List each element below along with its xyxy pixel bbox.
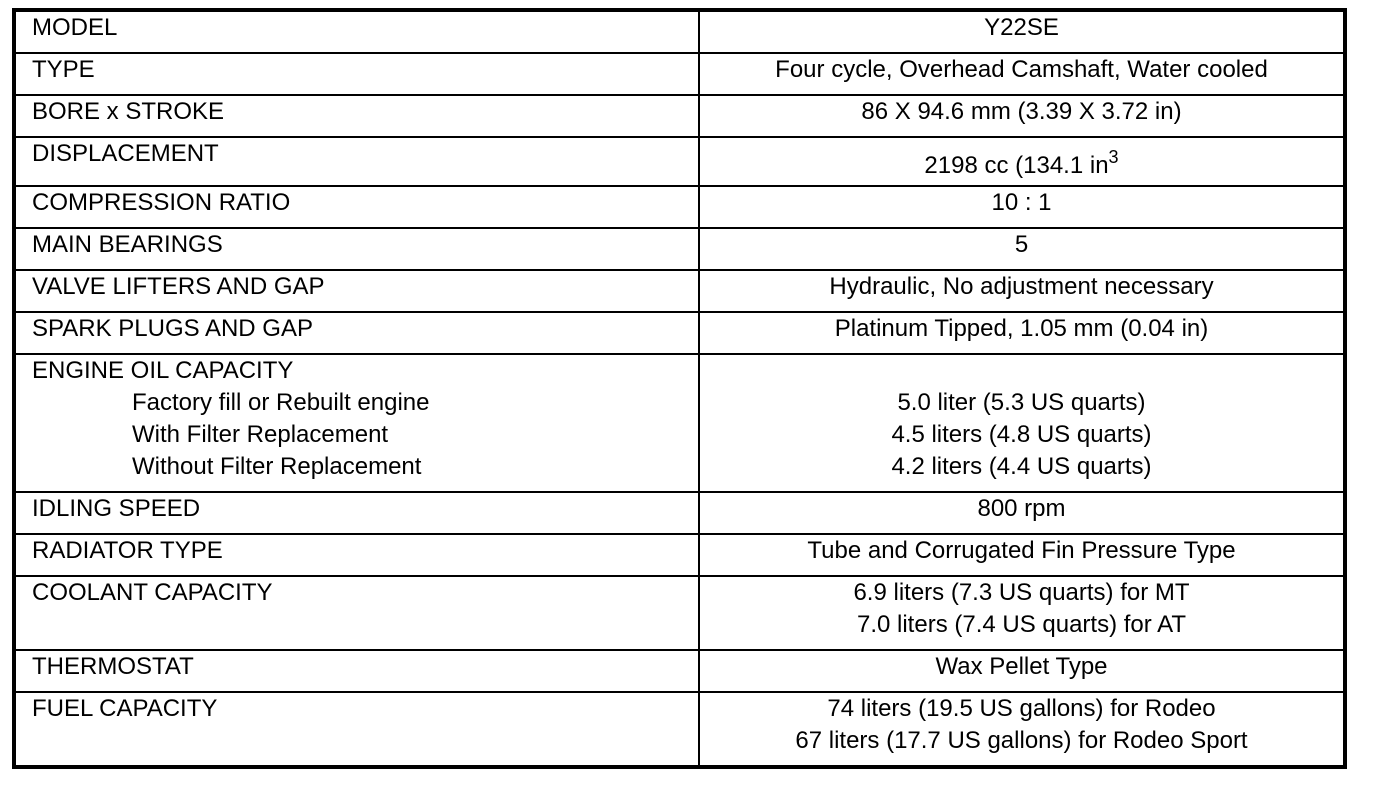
spec-value: Four cycle, Overhead Camshaft, Water cooled <box>699 53 1345 95</box>
spec-label: MODEL <box>14 10 699 53</box>
spec-label: THERMOSTAT <box>14 650 699 692</box>
spec-value <box>699 137 1345 186</box>
spec-value: Y22SE <box>699 10 1345 53</box>
spec-label: COOLANT CAPACITY <box>14 576 699 650</box>
spec-value: Platinum Tipped, 1.05 mm (0.04 in) <box>699 312 1345 354</box>
table-row-type <box>14 53 1345 95</box>
spec-value: 74 liters (19.5 US gallons) for Rodeo 67 liters (17.7 US gallons) for Rodeo Sport <box>699 692 1345 767</box>
spec-label: RADIATOR TYPE <box>14 534 699 576</box>
table-row-model <box>14 10 1345 53</box>
spec-label: TYPE <box>14 53 699 95</box>
sub-item-value: 4.5 liters (4.8 US quarts) <box>891 421 1152 448</box>
sub-item-label: With Filter Replacement <box>132 421 389 448</box>
table-row-engine-oil <box>14 354 1345 492</box>
table-row-coolant-capacity <box>14 576 1345 650</box>
spec-value: 5 <box>699 228 1345 270</box>
table-row-radiator-type <box>14 534 1345 576</box>
spec-value: 10 : 1 <box>699 186 1345 228</box>
spec-value: 6.9 liters (7.3 US quarts) for MT 7.0 liters (7.4 US quarts) for AT <box>699 576 1345 650</box>
spec-label: VALVE LIFTERS AND GAP <box>14 270 699 312</box>
engine-spec-table <box>12 8 1347 769</box>
sub-item-value: 5.0 liter (5.3 US quarts) <box>897 389 1146 416</box>
spec-value: Tube and Corrugated Fin Pressure Type <box>699 534 1345 576</box>
spec-label: ENGINE OIL CAPACITY Factory fill or Rebuilt engine With Filter Replacement Without Filter Replacement <box>14 354 699 492</box>
table-row-thermostat <box>14 650 1345 692</box>
table-row-displacement <box>14 137 1345 186</box>
table-row-bore-stroke <box>14 95 1345 137</box>
spec-value <box>699 354 1345 492</box>
spec-value: Hydraulic, No adjustment necessary <box>699 270 1345 312</box>
table-row-main-bearings <box>14 228 1345 270</box>
sub-item-label: Factory fill or Rebuilt engine <box>132 389 430 416</box>
spec-label: BORE x STROKE <box>14 95 699 137</box>
table-row-compression-ratio <box>14 186 1345 228</box>
displacement-value: 2198 cc (134.1 in <box>924 152 1109 179</box>
spec-value: 86 X 94.6 mm (3.39 X 3.72 in) <box>699 95 1345 137</box>
superscript-exponent: 3 <box>1108 147 1119 167</box>
table-row-fuel-capacity <box>14 692 1345 767</box>
sub-item-value: 4.2 liters (4.4 US quarts) <box>891 453 1152 480</box>
spec-value: Wax Pellet Type <box>699 650 1345 692</box>
spec-label: MAIN BEARINGS <box>14 228 699 270</box>
spec-label: DISPLACEMENT <box>14 137 699 186</box>
spec-label: SPARK PLUGS AND GAP <box>14 312 699 354</box>
spec-value: 800 rpm <box>699 492 1345 534</box>
table-row-valve-lifters <box>14 270 1345 312</box>
spec-label: IDLING SPEED <box>14 492 699 534</box>
table-row-idling-speed <box>14 492 1345 534</box>
table-row-spark-plugs <box>14 312 1345 354</box>
sub-item-label: Without Filter Replacement <box>132 453 422 480</box>
spec-label: COMPRESSION RATIO <box>14 186 699 228</box>
spec-label: FUEL CAPACITY <box>14 692 699 767</box>
